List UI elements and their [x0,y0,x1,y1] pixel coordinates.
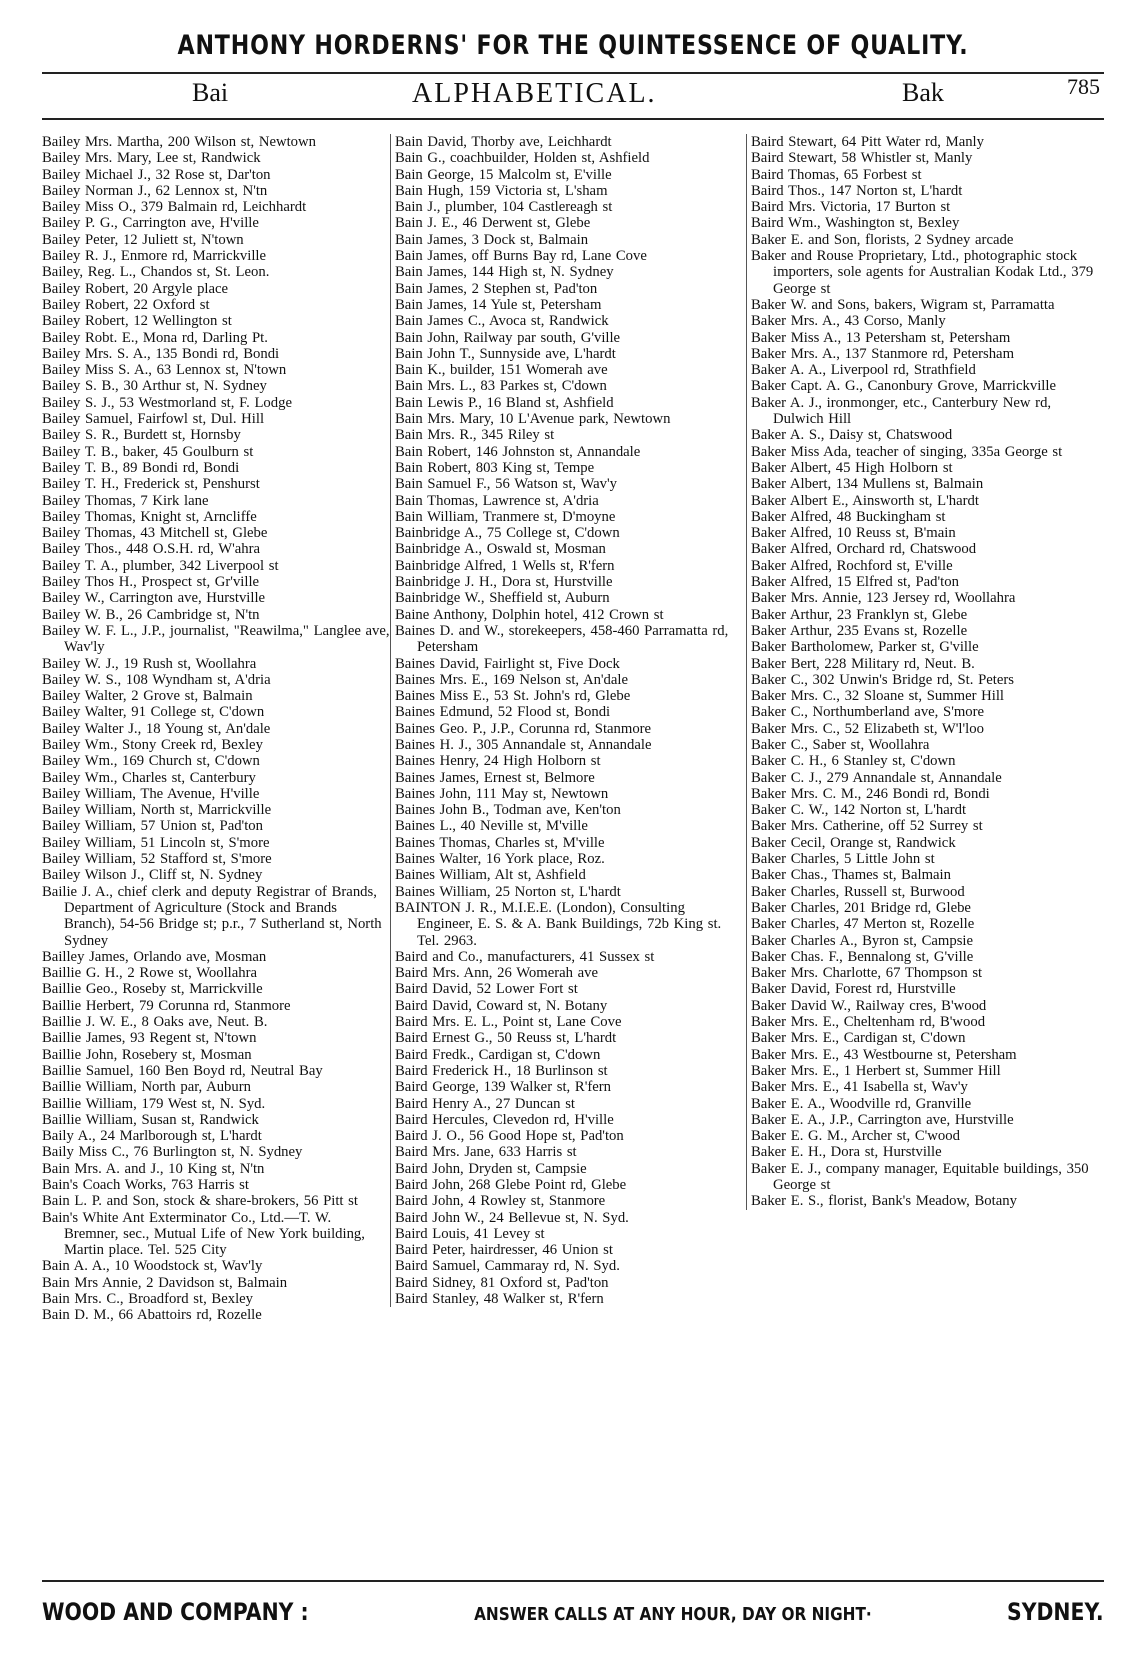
directory-entry: Bailey Walter, 2 Grove st, Balmain [42,688,253,705]
directory-entry: Baines L., 40 Neville st, M'ville [395,818,588,835]
directory-entry: Baker Cecil, Orange st, Randwick [751,834,956,851]
directory-entry: Bailey P. G., Carrington ave, H'ville [42,215,259,232]
directory-entry: Baker and Rouse Proprietary, Ltd., photographic stock importers, sole agents for Australian Kodak Ltd., 379 George st [751,248,1094,297]
directory-entry: Bailey Wm., Charles st, Canterbury [42,769,256,786]
directory-entry: Bain D. M., 66 Abattoirs rd, Rozelle [42,1307,262,1324]
directory-entry: Baine Anthony, Dolphin hotel, 412 Crown st [395,606,664,623]
directory-entry: Baird George, 139 Walker st, R'fern [395,1079,611,1096]
directory-entry: Baird Fredk., Cardigan st, C'down [395,1046,601,1063]
directory-entry: Bailey William, 57 Union st, Pad'ton [42,818,263,835]
directory-entry: Baird Frederick H., 18 Burlinson st [395,1062,608,1079]
directory-entry: Baker Mrs. E., Cardigan st, C'down [751,1030,966,1047]
directory-entry: Bailey W. B., 26 Cambridge st, N'tn [42,606,260,623]
directory-entry: Baillie G. H., 2 Rowe st, Woollahra [42,965,258,982]
directory-entry: Baird Thos., 147 Norton st, L'hardt [751,182,963,199]
directory-entry: Baker E. and Son, florists, 2 Sydney arcade [751,231,1014,248]
directory-entry: Baker Chas., Thames st, Balmain [751,867,951,884]
directory-entry: Bainbridge A., Oswald st, Mosman [395,541,606,558]
directory-entry: Baker Miss Ada, teacher of singing, 335a George st [751,443,1063,460]
directory-entry: Baily Miss C., 76 Burlington st, N. Sydney [42,1144,303,1161]
directory-entry: Bailey, Reg. L., Chandos st, St. Leon. [42,264,270,281]
directory-entry: Baird David, Coward st, N. Botany [395,997,608,1014]
directory-entry: Bailey Peter, 12 Juliett st, N'town [42,231,244,248]
directory-entry: Bailey Michael J., 32 Rose st, Dar'ton [42,166,271,183]
directory-entry: Baker Alfred, 15 Elfred st, Pad'ton [751,574,959,591]
directory-entry: Baker Mrs. C., 52 Elizabeth st, W'l'loo [751,720,984,737]
page-header [42,74,1104,112]
directory-entry: Bailey William, 51 Lincoln st, S'more [42,834,270,851]
directory-entry: Bain G., coachbuilder, Holden st, Ashfield [395,150,650,167]
directory-entry: Bailey Samuel, Fairfowl st, Dul. Hill [42,411,265,428]
directory-entry: Bailey S. B., 30 Arthur st, N. Sydney [42,378,267,395]
directory-entry: Baker C. W., 142 Norton st, L'hardt [751,802,967,819]
directory-entry: Baird and Co., manufacturers, 41 Sussex st [395,948,655,965]
directory-entry: Bailey Norman J., 62 Lennox st, N'tn [42,182,268,199]
directory-entry: Baines John, 111 May st, Newtown [395,785,609,802]
directory-entry: Baker A. A., Liverpool rd, Strathfield [751,362,976,379]
page-number: 785 [1067,74,1100,99]
directory-entry: Bain J., plumber, 104 Castlereagh st [395,199,613,216]
directory-entry: Bailey Robert, 22 Oxford st [42,296,210,313]
header-left-guide: Bai [192,78,229,107]
directory-entry: Bain Thomas, Lawrence st, A'dria [395,492,599,509]
directory-entry: Baker David W., Railway cres, B'wood [751,997,987,1014]
directory-entry: Bainbridge J. H., Dora st, Hurstville [395,574,613,591]
directory-entry: Baird Peter, hairdresser, 46 Union st [395,1242,613,1259]
directory-entry: Baker Mrs. A., 43 Corso, Manly [751,313,946,330]
directory-entry: Bailey T. A., plumber, 342 Liverpool st [42,557,279,574]
directory-entry: Bain Mrs. A. and J., 10 King st, N'tn [42,1160,265,1177]
footer-rule [42,1580,1104,1582]
directory-entry: Baker Mrs. Charlotte, 67 Thompson st [751,965,983,982]
directory-entry: Baker Miss A., 13 Petersham st, Petersham [751,329,1011,346]
directory-entry: Bailey Thomas, 7 Kirk lane [42,492,209,509]
directory-entry: Baker David, Forest rd, Hurstville [751,981,956,998]
directory-entry: Bailey W. S., 108 Wyndham st, A'dria [42,671,271,688]
directory-entry: Bailey Mrs. Martha, 200 Wilson st, Newtown [42,134,316,150]
directory-entry: Bailey Robt. E., Mona rd, Darling Pt. [42,329,268,346]
directory-entry: Bain Mrs. Mary, 10 L'Avenue park, Newtown [395,411,671,428]
directory-entry: Baird Stanley, 48 Walker st, R'fern [395,1291,604,1308]
directory-entry: Baker E. J., company manager, Equitable buildings, 350 George st [751,1160,1089,1193]
directory-entry: Bailey Thomas, 43 Mitchell st, Glebe [42,525,268,542]
directory-columns [42,134,1104,1566]
directory-entry: Baker A. S., Daisy st, Chatswood [751,427,953,444]
directory-entry: Bailley James, Orlando ave, Mosman [42,948,267,965]
directory-entry: Baker Charles, Russell st, Burwood [751,883,965,900]
directory-entry: Bailey Thos H., Prospect st, Gr'ville [42,574,260,591]
directory-entry: Bailey T. H., Frederick st, Penshurst [42,476,260,493]
directory-entry: Baillie Samuel, 160 Ben Boyd rd, Neutral Bay [42,1062,323,1079]
directory-entry: Bailey Miss O., 379 Balmain rd, Leichhardt [42,199,307,216]
directory-entry: Baird John W., 24 Bellevue st, N. Syd. [395,1209,629,1226]
directory-entry: Baines Thomas, Charles st, M'ville [395,834,605,851]
directory-entry: Bailey W. J., 19 Rush st, Woollahra [42,655,257,672]
directory-entry: Bain K., builder, 151 Womerah ave [395,362,608,379]
directory-entry: Baker E. A., J.P., Carrington ave, Hurstville [751,1111,1014,1128]
directory-entry: Bailey Walter J., 18 Young st, An'dale [42,720,271,737]
directory-entry: Baillie John, Rosebery st, Mosman [42,1046,252,1063]
directory-entry: Baker A. J., ironmonger, etc., Canterbury New rd, Dulwich Hill [751,394,1052,428]
directory-entry: Bailey T. B., baker, 45 Goulburn st [42,443,254,460]
directory-entry: Baker C., Saber st, Woollahra [751,736,930,753]
directory-entry: Bain J. E., 46 Derwent st, Glebe [395,215,591,232]
directory-entry: Baines Walter, 16 York place, Roz. [395,851,605,868]
directory-entry: Bain James, 3 Dock st, Balmain [395,231,589,248]
directory-entry: Baines Geo. P., J.P., Corunna rd, Stanmore [395,720,652,737]
directory-entry: Baines Miss E., 53 St. John's rd, Glebe [395,688,631,705]
column-1 [42,134,390,1324]
directory-entry: Bain John, Railway par south, G'ville [395,329,621,346]
directory-entry: Bailey Mrs. Mary, Lee st, Randwick [42,150,261,167]
directory-entry: Baker Alfred, 48 Buckingham st [751,508,946,525]
directory-entry: Baillie William, North par, Auburn [42,1079,251,1096]
directory-entry: Baillie Herbert, 79 Corunna rd, Stanmore [42,997,291,1014]
directory-entry: Baines H. J., 305 Annandale st, Annandale [395,736,652,753]
directory-entry: Baines David, Fairlight st, Five Dock [395,655,620,672]
directory-entry: Baker Mrs. E., Cheltenham rd, B'wood [751,1014,986,1031]
directory-entry: Baker Alfred, 10 Reuss st, B'main [751,525,956,542]
directory-entry: Baker Mrs. E., 41 Isabella st, Wav'y [751,1079,968,1096]
directory-entry: Baker C., Northumberland ave, S'more [751,704,985,721]
directory-entry: Baillie William, Susan st, Randwick [42,1111,259,1128]
directory-entry: Baird Hercules, Clevedon rd, H'ville [395,1111,614,1128]
directory-entry: Baines D. and W., storekeepers, 458-460 Parramatta rd, Petersham [395,622,729,656]
directory-entry: Baird Mrs. E. L., Point st, Lane Cove [395,1014,622,1031]
directory-entry: Baker Arthur, 23 Franklyn st, Glebe [751,606,968,623]
directory-entry: Baker Capt. A. G., Canonbury Grove, Marrickville [751,378,1056,395]
directory-entry: Bailey S. J., 53 Westmorland st, F. Lodge [42,394,292,411]
directory-entry: Baker Bert, 228 Military rd, Neut. B. [751,655,975,672]
bottom-banner-right: SYDNEY. [1007,1598,1104,1626]
directory-entry: Bailey Mrs. S. A., 135 Bondi rd, Bondi [42,345,280,362]
directory-entry: Bain James, 2 Stephen st, Pad'ton [395,280,598,297]
directory-entry: Baird Stewart, 64 Pitt Water rd, Manly [751,134,984,150]
directory-entry: Bain Mrs Annie, 2 Davidson st, Balmain [42,1274,288,1291]
directory-entry: Baker Albert, 134 Mullens st, Balmain [751,476,984,493]
directory-entry: Baird Thomas, 65 Forbest st [751,166,922,183]
directory-entry: Baker C. H., 6 Stanley st, C'down [751,753,956,770]
directory-entry: Bailey William, The Avenue, H'ville [42,785,260,802]
directory-entry: Baker Arthur, 235 Evans st, Rozelle [751,622,968,639]
directory-entry: Bailey Miss S. A., 63 Lennox st, N'town [42,362,287,379]
directory-entry: Baker Mrs. E., 1 Herbert st, Summer Hill [751,1062,1001,1079]
directory-entry: Baird John, 4 Rowley st, Stanmore [395,1193,606,1210]
bottom-banner-middle: ANSWER CALLS AT ANY HOUR, DAY OR NIGHT· [474,1604,872,1625]
directory-entry: Baily A., 24 Marlborough st, L'hardt [42,1128,262,1145]
directory-entry: Baker Charles, 5 Little John st [751,851,935,868]
directory-entry: Bain's Coach Works, 763 Harris st [42,1177,249,1193]
directory-entry: Baker Chas. F., Bennalong st, G'ville [751,948,974,965]
directory-entry: Baillie Geo., Roseby st, Marrickville [42,981,263,998]
directory-entry: Baines William, 25 Norton st, L'hardt [395,883,621,900]
directory-entry: Baines Mrs. E., 169 Nelson st, An'dale [395,671,629,688]
directory-entry: Bain James C., Avoca st, Randwick [395,313,609,330]
directory-entry: Bain Robert, 803 King st, Tempe [395,459,595,476]
directory-entry: Bailey Thomas, Knight st, Arncliffe [42,508,257,525]
directory-entry: Bainbridge Alfred, 1 Wells st, R'fern [395,557,615,574]
directory-entry: Baker Mrs. C., 32 Sloane st, Summer Hill [751,688,1005,705]
directory-entry: Baker W. and Sons, bakers, Wigram st, Parramatta [751,296,1055,313]
directory-entry: Bailey Wilson J., Cliff st, N. Sydney [42,867,263,884]
directory-entry: Baird John, 268 Glebe Point rd, Glebe [395,1177,627,1193]
directory-entry: Baillie William, 179 West st, N. Syd. [42,1095,266,1112]
directory-entry: Baker C. J., 279 Annandale st, Annandale [751,769,1002,786]
directory-entry: Bailey Wm., 169 Church st, C'down [42,753,260,770]
directory-entry: Bain William, Tranmere st, D'moyne [395,508,616,525]
directory-entry: Baird Stewart, 58 Whistler st, Manly [751,150,973,167]
directory-entry: Baker E. A., Woodville rd, Granville [751,1095,972,1112]
directory-entry: Baird Mrs. Ann, 26 Womerah ave [395,965,599,982]
bottom-banner-left: WOOD AND COMPANY : [42,1598,309,1626]
directory-entry: Bain Hugh, 159 Victoria st, L'sham [395,182,608,199]
directory-entry: Baines Edmund, 52 Flood st, Bondi [395,704,611,721]
directory-entry: Baker Bartholomew, Parker st, G'ville [751,639,979,656]
directory-entry: Baines Henry, 24 High Holborn st [395,753,601,770]
directory-entry: Bailey Walter, 91 College st, C'down [42,704,265,721]
directory-entry: Bailey Robert, 12 Wellington st [42,313,232,330]
directory-entry: Baird J. O., 56 Good Hope st, Pad'ton [395,1128,624,1145]
directory-entry: Bainbridge W., Sheffield st, Auburn [395,590,610,607]
directory-entry: Bailey W. F. L., J.P., journalist, "Reawilma," Langlee ave, Wav'ly [42,622,390,656]
directory-entry: Bain A. A., 10 Woodstock st, Wav'ly [42,1258,263,1275]
directory-entry: Baker Mrs. A., 137 Stanmore rd, Petersham [751,345,1014,362]
directory-entry: Bain John T., Sunnyside ave, L'hardt [395,345,616,362]
directory-entry: Bailey W., Carrington ave, Hurstville [42,590,266,607]
directory-entry: Baird Mrs. Jane, 633 Harris st [395,1144,577,1161]
directory-entry: Baird John, Dryden st, Campsie [395,1160,587,1177]
directory-entry: Baker E. S., florist, Bank's Meadow, Botany [751,1193,1017,1210]
directory-entry: Bain Lewis P., 16 Bland st, Ashfield [395,394,614,411]
directory-entry: Bailey S. R., Burdett st, Hornsby [42,427,241,444]
directory-entry: Bain James, off Burns Bay rd, Lane Cove [395,248,647,265]
directory-entry: Bailie J. A., chief clerk and deputy Registrar of Brands, Department of Agriculture (Stock and Brands Branch), 54-56 Bridge st; p.r., 7 Sutherland st, North Sydney [42,883,382,949]
directory-entry: Bain Samuel F., 56 Watson st, Wav'y [395,476,618,493]
directory-entry: Bain L. P. and Son, stock & share-brokers, 56 Pitt st [42,1193,358,1210]
directory-entry: Baird Louis, 41 Levey st [395,1225,545,1242]
directory-entry: Baker Mrs. E., 43 Westbourne st, Petersham [751,1046,1017,1063]
column-3 [746,134,1105,1210]
directory-entry: Baker Albert E., Ainsworth st, L'hardt [751,492,979,509]
directory-entry: Bailey Robert, 20 Argyle place [42,280,229,297]
directory-entry: Baker Mrs. Annie, 123 Jersey rd, Woollahra [751,590,1016,607]
directory-entry: Bailey William, North st, Marrickville [42,802,272,819]
directory-entry: Bainbridge A., 75 College st, C'down [395,525,620,542]
top-banner: ANTHONY HORDERNS' FOR THE QUINTESSENCE OF QUALITY. [177,30,969,61]
directory-entry: Baker E. G. M., Archer st, C'wood [751,1128,960,1145]
directory-entry: Baird Ernest G., 50 Reuss st, L'hardt [395,1030,617,1047]
directory-entry: Bain George, 15 Malcolm st, E'ville [395,166,612,183]
header-title: ALPHABETICAL. [412,78,657,109]
directory-entry: Baker Mrs. Catherine, off 52 Surrey st [751,818,983,835]
column-2 [390,134,737,1307]
directory-entry: Baines James, Ernest st, Belmore [395,769,595,786]
directory-entry: Bain Mrs. C., Broadford st, Bexley [42,1291,254,1308]
directory-entry: Baines John B., Todman ave, Ken'ton [395,802,621,819]
directory-entry: Bailey R. J., Enmore rd, Marrickville [42,248,267,265]
directory-entry: Bain David, Thorby ave, Leichhardt [395,134,612,150]
directory-entry: BAINTON J. R., M.I.E.E. (London), Consulting Engineer, E. S. & A. Bank Buildings, 72b King st. Tel. 2963. [395,899,722,949]
directory-entry: Baker Charles, 201 Bridge rd, Glebe [751,899,971,916]
directory-entry: Baird Wm., Washington st, Bexley [751,215,960,232]
directory-entry: Baird Mrs. Victoria, 17 Burton st [751,199,951,216]
directory-entry: Bailey T. B., 89 Bondi rd, Bondi [42,459,240,476]
directory-entry: Bain James, 14 Yule st, Petersham [395,296,602,313]
directory-entry: Baker C., 302 Unwin's Bridge rd, St. Peters [751,671,1014,688]
directory-entry: Bailey William, 52 Stafford st, S'more [42,851,272,868]
header-right-guide: Bak [902,78,944,107]
directory-entry: Baker Mrs. C. M., 246 Bondi rd, Bondi [751,785,990,802]
directory-entry: Bain James, 144 High st, N. Sydney [395,264,614,281]
header-top-rule [42,72,1104,74]
directory-entry: Baird Sidney, 81 Oxford st, Pad'ton [395,1274,609,1291]
directory-entry: Baker Albert, 45 High Holborn st [751,459,953,476]
bottom-banner [42,1598,1104,1626]
header-bottom-rule [42,118,1104,120]
directory-entry: Baillie James, 93 Regent st, N'town [42,1030,257,1047]
directory-entry: Baker Charles A., Byron st, Campsie [751,932,974,949]
directory-entry: Baillie J. W. E., 8 Oaks ave, Neut. B. [42,1014,268,1031]
directory-entry: Baird Henry A., 27 Duncan st [395,1095,575,1112]
directory-entry: Baker Alfred, Rochford st, E'ville [751,557,953,574]
directory-entry: Bain's White Ant Exterminator Co., Ltd.—T. W. Bremner, sec., Mutual Life of New York building, Martin place. Tel. 525 City [42,1209,365,1259]
directory-entry: Baker E. H., Dora st, Hurstville [751,1144,942,1161]
directory-entry: Bailey Wm., Stony Creek rd, Bexley [42,736,263,753]
directory-entry: Baker Charles, 47 Merton st, Rozelle [751,916,975,933]
directory-entry: Baird David, 52 Lower Fort st [395,981,578,998]
directory-entry: Baird Samuel, Cammaray rd, N. Syd. [395,1258,620,1275]
directory-entry: Baines William, Alt st, Ashfield [395,867,586,884]
directory-entry: Bain Robert, 146 Johnston st, Annandale [395,443,641,460]
directory-entry: Bain Mrs. L., 83 Parkes st, C'down [395,378,607,395]
directory-entry: Baker Alfred, Orchard rd, Chatswood [751,541,977,558]
directory-entry: Bailey Thos., 448 O.S.H. rd, W'ahra [42,541,261,558]
directory-entry: Bain Mrs. R., 345 Riley st [395,427,555,444]
